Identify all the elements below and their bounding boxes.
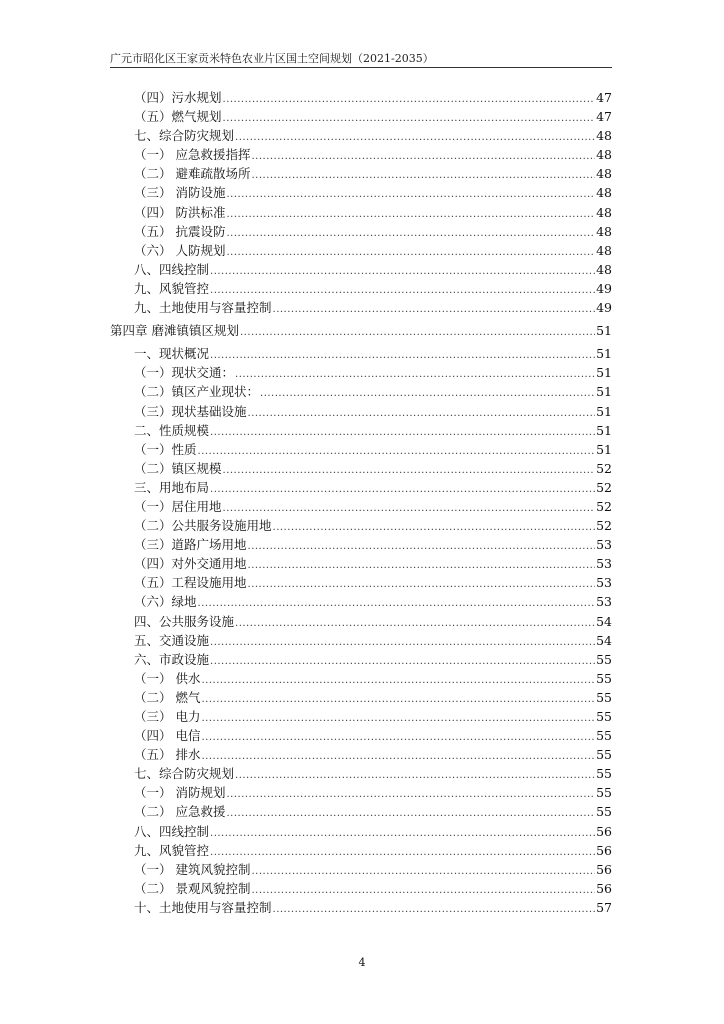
toc-entry-page: 48 [596, 261, 612, 277]
dot-leader [226, 804, 595, 823]
toc-entry-page: 52 [596, 460, 612, 476]
toc-entry[interactable] [110, 183, 612, 202]
toc-entry[interactable] [110, 554, 612, 573]
toc-entry[interactable] [110, 222, 612, 241]
page-number: 4 [358, 956, 366, 969]
toc-entry[interactable] [110, 164, 612, 183]
toc-entry-page: 51 [596, 422, 612, 438]
toc-entry-page: 56 [596, 842, 612, 858]
dot-leader [226, 224, 595, 243]
toc-entry-page: 48 [596, 223, 612, 239]
toc-entry[interactable] [110, 783, 612, 802]
running-header: 广元市昭化区王家贡米特色农业片区国土空间规划（2021-2035） [110, 52, 434, 65]
toc-entry-title: 五、交通设施 [134, 632, 210, 648]
toc-entry-page: 47 [596, 90, 612, 105]
toc-entry-page: 56 [596, 823, 612, 839]
toc-chapter-entry[interactable] [110, 321, 612, 340]
dot-leader [273, 900, 596, 919]
dot-leader [210, 824, 595, 843]
toc-entry-title: （五）燃气规划 [134, 109, 222, 125]
toc-entry[interactable] [110, 126, 612, 145]
toc-entry-page: 54 [596, 632, 612, 648]
dot-leader [210, 843, 595, 862]
dot-leader [226, 205, 595, 224]
toc-entry[interactable] [110, 688, 612, 707]
dot-leader [260, 384, 595, 403]
toc-entry-title: 八、四线控制 [134, 823, 210, 839]
dot-leader [223, 90, 596, 109]
toc-entry-title: （六） 人防规划 [134, 242, 226, 258]
toc-entry-page: 55 [596, 689, 612, 705]
toc-entry-title: （三）道路广场用地 [134, 537, 247, 553]
toc-entry-title: （四） 防洪标准 [134, 204, 226, 220]
toc-entry-title: （一）性质 [134, 441, 197, 457]
toc-entry-page: 48 [596, 204, 612, 220]
toc-entry[interactable] [110, 726, 612, 745]
dot-leader [251, 862, 595, 881]
toc-entry[interactable] [110, 382, 612, 401]
toc-entry-page: 55 [596, 747, 612, 763]
dot-leader [235, 365, 595, 384]
toc-entry-title: （三） 电力 [134, 709, 201, 724]
toc-entry-title: （二）公共服务设施用地 [134, 518, 272, 534]
toc-entry-page: 55 [596, 709, 612, 724]
toc-entry-title: （一）现状交通： [134, 365, 235, 381]
toc-entry[interactable] [110, 88, 612, 107]
dot-leader [235, 128, 595, 147]
toc-entry[interactable] [110, 459, 612, 478]
dot-leader [210, 480, 595, 499]
dot-leader [248, 537, 596, 556]
toc-entry-title: （二） 燃气 [134, 689, 201, 705]
dot-leader [223, 499, 596, 518]
toc-entry-title: 三、用地布局 [134, 479, 210, 495]
toc-entry-title: 七、综合防灾规划 [134, 766, 235, 782]
dot-leader [226, 243, 595, 262]
toc-entry[interactable] [110, 421, 612, 440]
toc-entry-page: 51 [596, 365, 612, 381]
dot-leader [223, 461, 596, 480]
toc-entry[interactable] [110, 764, 612, 783]
toc-entry-page: 48 [596, 147, 612, 163]
toc-entry-page: 55 [596, 785, 612, 801]
dot-leader [240, 323, 595, 342]
toc-entry[interactable] [110, 107, 612, 126]
dot-leader [226, 185, 595, 204]
toc-entry[interactable] [110, 898, 612, 917]
toc-entry[interactable] [110, 745, 612, 764]
toc-entry-page: 49 [596, 280, 612, 296]
toc-entry-title: （二） 景观风貌控制 [134, 880, 251, 896]
dot-leader [273, 518, 596, 537]
toc-entry-page: 55 [596, 651, 612, 667]
toc-entry-page: 55 [596, 766, 612, 782]
toc-entry-page: 51 [596, 403, 612, 419]
toc-entry-page: 51 [596, 384, 612, 400]
toc-entry-title: （五）工程设施用地 [134, 575, 247, 591]
toc-entry-page: 55 [596, 670, 612, 686]
toc-entry-title: （三） 消防设施 [134, 185, 226, 201]
toc-entry-title: 九、土地使用与容量控制 [134, 300, 272, 316]
toc-entry[interactable] [110, 363, 612, 382]
toc-entry-page: 52 [596, 479, 612, 495]
toc-entry[interactable] [110, 707, 612, 726]
toc-entry-title: 八、四线控制 [134, 261, 210, 277]
toc-entry[interactable] [110, 497, 612, 516]
toc-entry-title: （一）居住用地 [134, 498, 222, 514]
toc-entry[interactable] [110, 535, 612, 554]
toc-entry-title: （二）镇区产业现状： [134, 384, 260, 400]
toc-entry-title: （三）现状基础设施 [134, 403, 247, 419]
dot-leader [210, 262, 595, 281]
toc-entry[interactable] [110, 440, 612, 459]
dot-leader [223, 109, 596, 128]
toc-entry-page: 56 [596, 880, 612, 896]
toc-entry-title: 四、公共服务设施 [134, 613, 235, 629]
toc-entry-title: （二）镇区规模 [134, 460, 222, 476]
toc-entry-page: 57 [596, 899, 612, 915]
toc-entry-title: （一） 应急救援指挥 [134, 147, 251, 163]
toc-entry-title: （四）对外交通用地 [134, 556, 247, 572]
toc-entry-title: 六、市政设施 [134, 651, 210, 667]
toc-entry-title: （五） 排水 [134, 747, 201, 763]
toc-entry[interactable] [110, 402, 612, 421]
toc-entry[interactable] [110, 841, 612, 860]
toc-entry-title: （一） 供水 [134, 670, 201, 686]
toc-entry-title: （一） 消防规划 [134, 785, 226, 801]
dot-leader [248, 556, 596, 575]
toc-entry-title: 七、综合防灾规划 [134, 128, 235, 144]
dot-leader [210, 633, 595, 652]
toc-entry[interactable] [110, 650, 612, 669]
toc-entry[interactable] [110, 298, 612, 317]
toc-entry[interactable] [110, 573, 612, 592]
toc-entry[interactable] [110, 631, 612, 650]
table-of-contents [110, 88, 612, 917]
toc-entry[interactable] [110, 669, 612, 688]
toc-entry-page: 51 [596, 346, 612, 362]
dot-leader [201, 728, 595, 747]
toc-entry[interactable] [110, 203, 612, 222]
toc-entry[interactable] [110, 612, 612, 631]
dot-leader [201, 671, 595, 690]
dot-leader [235, 614, 595, 633]
toc-entry-page: 48 [596, 242, 612, 258]
toc-entry-title: 第四章 磨滩镇镇区规划 [110, 323, 239, 339]
dot-leader [251, 881, 595, 900]
toc-entry-page: 47 [596, 109, 612, 125]
toc-entry-title: 一、现状概况 [134, 346, 210, 362]
toc-entry-title: （二） 应急救援 [134, 804, 226, 820]
toc-entry-title: 二、性质规模 [134, 422, 210, 438]
dot-leader [210, 346, 595, 365]
dot-leader [251, 166, 595, 185]
dot-leader [201, 690, 595, 709]
toc-entry-page: 51 [596, 323, 612, 339]
toc-entry[interactable] [110, 802, 612, 821]
toc-entry[interactable] [110, 516, 612, 535]
dot-leader [248, 404, 596, 423]
toc-entry[interactable] [110, 279, 612, 298]
toc-entry-page: 52 [596, 498, 612, 514]
toc-entry-page: 56 [596, 861, 612, 877]
toc-entry-page: 55 [596, 728, 612, 744]
dot-leader [251, 147, 595, 166]
toc-entry-title: 十、土地使用与容量控制 [134, 899, 272, 915]
toc-entry-page: 53 [596, 594, 612, 610]
toc-entry[interactable] [110, 478, 612, 497]
toc-entry-title: （一） 建筑风貌控制 [134, 861, 251, 877]
toc-entry-page: 51 [596, 441, 612, 457]
toc-entry[interactable] [110, 260, 612, 279]
toc-entry-page: 48 [596, 185, 612, 201]
dot-leader [226, 785, 595, 804]
toc-entry-title: （五） 抗震设防 [134, 223, 226, 239]
toc-entry-title: 九、风貌管控 [134, 842, 210, 858]
dot-leader [210, 423, 595, 442]
toc-entry[interactable] [110, 592, 612, 611]
dot-leader [198, 442, 596, 461]
toc-entry-page: 54 [596, 613, 612, 629]
toc-entry-page: 48 [596, 128, 612, 144]
toc-entry[interactable] [110, 344, 612, 363]
toc-entry[interactable] [110, 241, 612, 260]
toc-entry-page: 52 [596, 518, 612, 534]
dot-leader [248, 575, 596, 594]
toc-entry[interactable] [110, 822, 612, 841]
toc-entry-title: （六）绿地 [134, 594, 197, 610]
dot-leader [273, 300, 596, 319]
toc-entry-page: 55 [596, 804, 612, 820]
toc-entry[interactable] [110, 145, 612, 164]
toc-entry-page: 49 [596, 300, 612, 316]
toc-entry-page: 53 [596, 575, 612, 591]
toc-entry-title: 九、风貌管控 [134, 280, 210, 296]
dot-leader [198, 594, 596, 613]
toc-entry-title: （二） 避难疏散场所 [134, 166, 251, 182]
dot-leader [201, 747, 595, 766]
dot-leader [235, 766, 595, 785]
toc-entry[interactable] [110, 879, 612, 898]
dot-leader [201, 709, 595, 728]
toc-entry-page: 53 [596, 556, 612, 572]
toc-entry[interactable] [110, 860, 612, 879]
dot-leader [210, 652, 595, 671]
header-divider [110, 67, 612, 68]
toc-entry-title: （四）污水规划 [134, 90, 222, 105]
toc-entry-title: （四） 电信 [134, 728, 201, 744]
toc-entry-page: 48 [596, 166, 612, 182]
toc-entry-page: 53 [596, 537, 612, 553]
